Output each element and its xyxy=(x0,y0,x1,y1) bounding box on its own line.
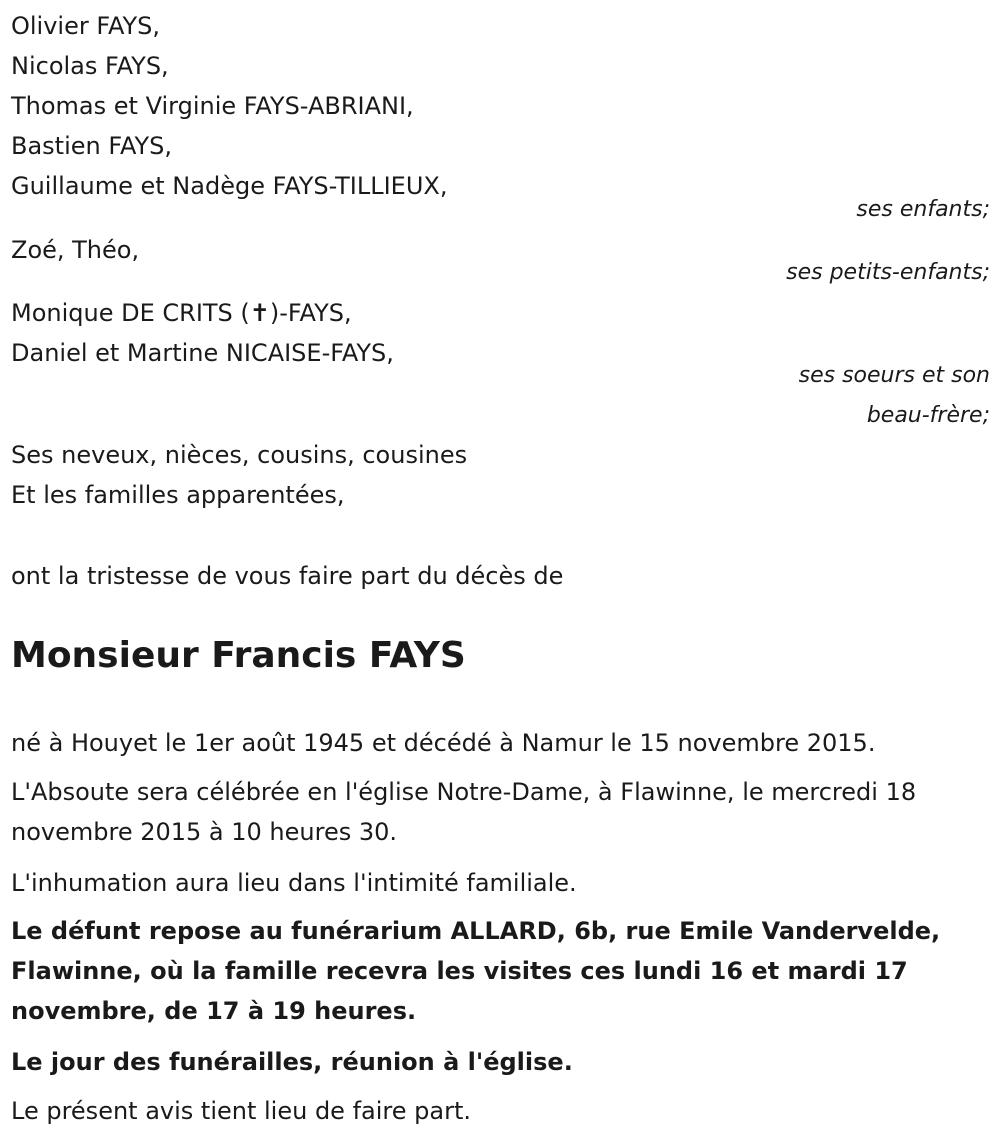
visitation-info: Le défunt repose au funérarium ALLARD, 6b, rue Emile Vandervelde, Flawinne, où la famille recevra les visites ces lundi 16 et mardi 17 novembre, de 17 à 19 heures. xyxy=(11,917,941,1025)
siblings-role: ses soeurs et son xyxy=(798,363,990,388)
children-role: ses enfants; xyxy=(856,197,990,222)
burial-info: L'inhumation aura lieu dans l'intimité familiale. xyxy=(11,869,577,897)
ceremony-info: L'Absoute sera célébrée en l'église Notre-Dame, à Flawinne, le mercredi 18 novembre 2015 à 10 heures 30. xyxy=(11,778,917,846)
announcement: ont la tristesse de vous faire part du décès de xyxy=(11,562,564,590)
family-line: Thomas et Virginie FAYS-ABRIANI, xyxy=(11,92,414,120)
family-line: Guillaume et Nadège FAYS-TILLIEUX, xyxy=(11,172,448,200)
birth-death-info: né à Houyet le 1er août 1945 et décédé à Namur le 15 novembre 2015. xyxy=(11,729,876,757)
family-line: Olivier FAYS, xyxy=(11,12,161,40)
family-line: Monique DE CRITS (✝)-FAYS, xyxy=(11,299,352,327)
family-line: Bastien FAYS, xyxy=(11,132,173,160)
deceased-name: Monsieur Francis FAYS xyxy=(11,635,466,676)
family-line: Et les familles apparentées, xyxy=(11,481,345,509)
family-line: Nicolas FAYS, xyxy=(11,52,169,80)
family-line: Ses neveux, nièces, cousins, cousines xyxy=(11,441,468,469)
family-line: Zoé, Théo, xyxy=(11,236,140,264)
family-line: Daniel et Martine NICAISE-FAYS, xyxy=(11,339,394,367)
siblings-role: beau-frère; xyxy=(866,403,990,428)
meeting-info: Le jour des funérailles, réunion à l'église. xyxy=(11,1048,573,1076)
closing-note: Le présent avis tient lieu de faire part. xyxy=(11,1097,471,1125)
grandchildren-role: ses petits-enfants; xyxy=(786,260,990,285)
